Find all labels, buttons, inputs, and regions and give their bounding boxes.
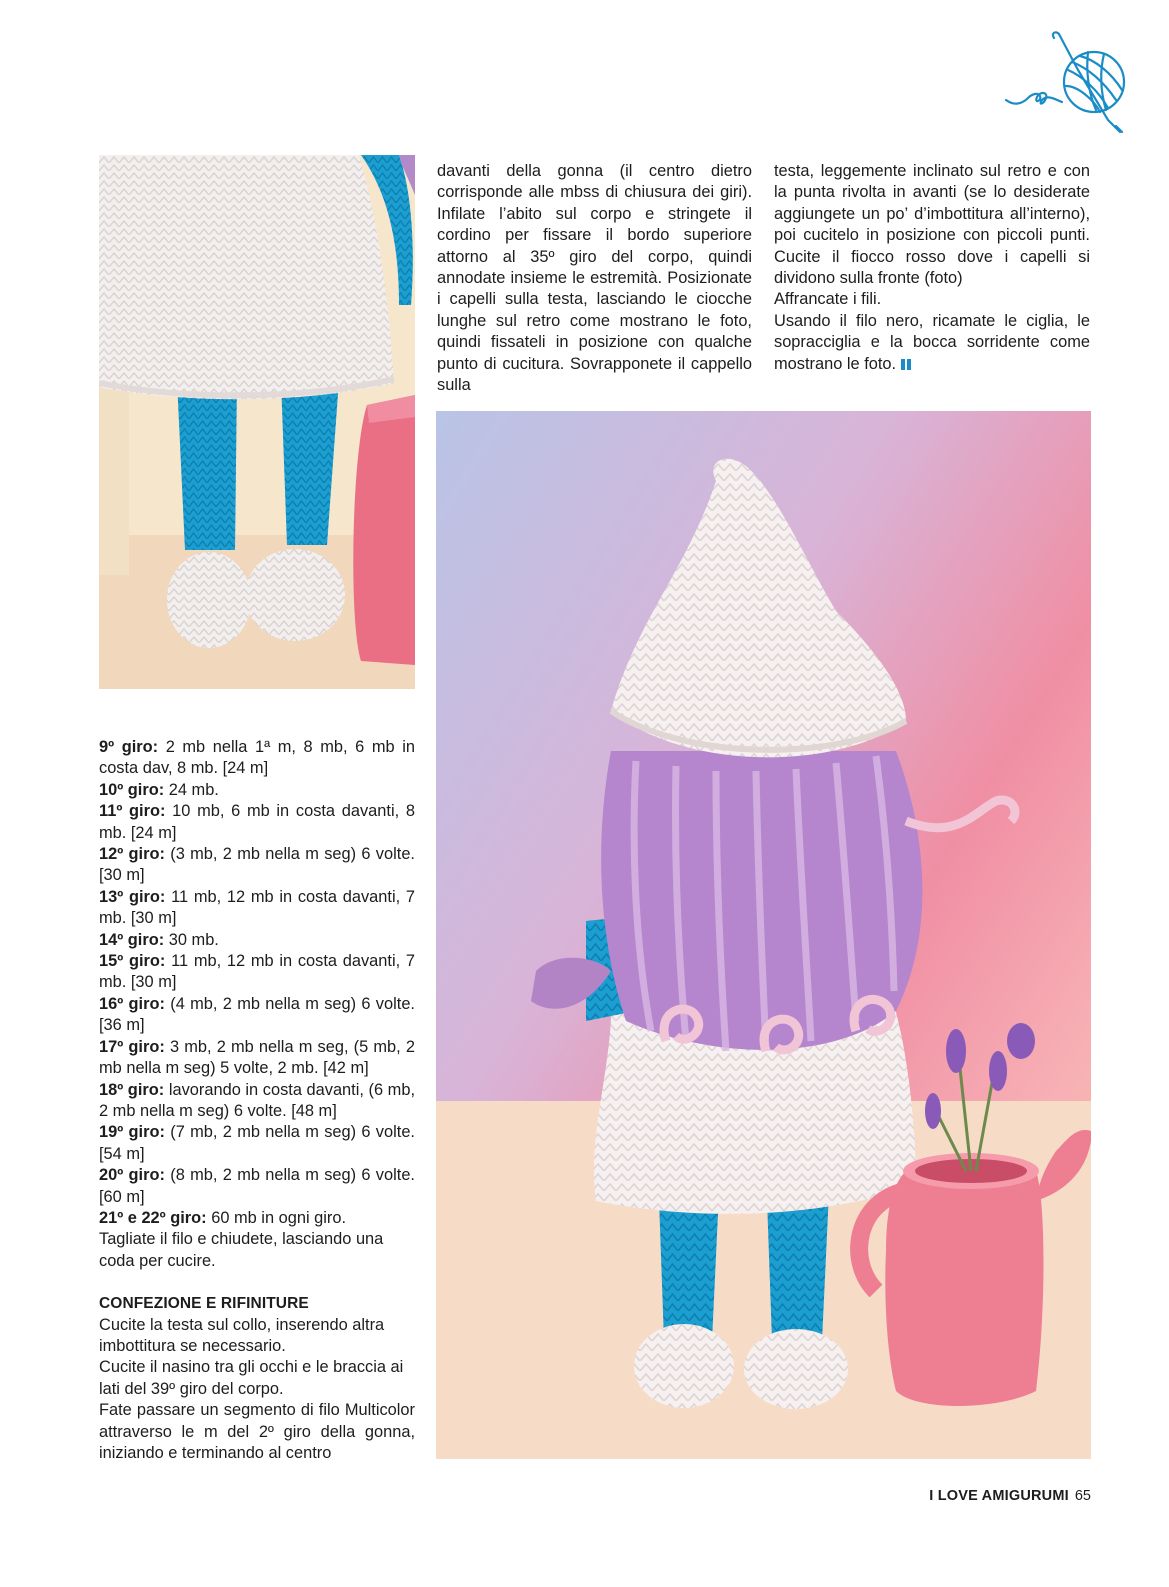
round-instruction (99, 1208, 415, 1229)
round-label: 9º giro: (99, 738, 159, 756)
body-paragraph: testa, leggemente inclinato sul retro e con la punta rivolta in avanti (se lo desiderate aggiungete un po’ d’imbottitura all’interno), poi cucitelo in posizione con piccoli punti. Cucite il fiocco rosso dove i capelli si dividono sulla fronte (foto) (774, 162, 1090, 288)
doll-back-photo (436, 411, 1091, 1459)
page-footer (929, 1488, 1091, 1504)
round-text: (7 mb, 2 mb nella m seg) 6 volte. [54 m] (99, 1123, 415, 1163)
round-label: 10º giro: (99, 780, 165, 799)
round-instruction (99, 737, 415, 780)
body-paragraph: Affrancate i fili. (774, 290, 882, 309)
text-column-left (99, 737, 415, 1464)
round-label: 15º giro: (99, 952, 166, 971)
page-number: 65 (1074, 1488, 1091, 1504)
round-text: 10 mb, 6 mb in costa davanti, 8 mb. [24 m] (99, 802, 415, 842)
body-paragraph: Fate passare un segmento di filo Multicolor attraverso le m del 2º giro della gonna, iniziando e terminando al centro (99, 1401, 415, 1462)
round-label: 12º giro: (99, 845, 165, 864)
round-instruction (99, 887, 415, 930)
round-text: (8 mb, 2 mb nella m seg) 6 volte. [60 m] (99, 1166, 415, 1206)
round-label: 16º giro: (99, 994, 165, 1013)
round-label: 18º giro: (99, 1080, 165, 1099)
round-instruction (99, 780, 415, 801)
rounds-list (99, 737, 415, 1229)
body-paragraph (774, 311, 1090, 375)
round-text: (4 mb, 2 mb nella m seg) 6 volte. [36 m] (99, 994, 415, 1035)
round-instruction (99, 930, 415, 951)
round-text: 2 mb nella 1ª m, 8 mb, 6 mb in costa dav, 8 mb. [24 m] (99, 738, 415, 778)
body-paragraph: Cucite il nasino tra gli occhi e le braccia ai lati del 39º giro del corpo. (99, 1358, 404, 1398)
doll-legs-photo (99, 155, 415, 689)
round-instruction (99, 1037, 415, 1080)
round-text: lavorando in costa davanti, (6 mb, 2 mb nella m seg) 6 volte. [48 m] (99, 1080, 416, 1120)
text-column-middle (437, 161, 752, 396)
round-text: 30 mb. (168, 930, 219, 949)
round-label: 17º giro: (99, 1037, 165, 1056)
round-text: 11 mb, 12 mb in costa davanti, 7 mb. [30 m] (99, 952, 416, 992)
round-instruction (99, 1122, 415, 1165)
round-label: 11º giro: (99, 802, 166, 821)
round-text: 3 mb, 2 mb nella m seg, (5 mb, 2 mb nella m seg) 5 volte, 2 mb. [42 m] (99, 1037, 415, 1078)
round-label: 19º giro: (99, 1123, 165, 1142)
round-instruction (99, 844, 415, 887)
round-instruction (99, 1165, 415, 1208)
section-heading: CONFEZIONE E RIFINITURE (99, 1295, 309, 1313)
text-column-right (774, 161, 1090, 375)
round-text: (3 mb, 2 mb nella m seg) 6 volte. [30 m] (99, 845, 415, 885)
body-paragraph: Cucite la testa sul collo, inserendo altra imbottitura se necessario. (99, 1315, 385, 1355)
round-text: 11 mb, 12 mb in costa davanti, 7 mb. [30 m] (99, 887, 416, 928)
body-paragraph: Tagliate il filo e chiudete, lasciando una coda per cucire. (99, 1230, 384, 1270)
round-text: 60 mb in ogni giro. (211, 1208, 347, 1227)
round-label: 14º giro: (99, 930, 165, 949)
round-label: 13º giro: (99, 887, 166, 906)
round-text: 24 mb. (168, 780, 219, 799)
round-label: 20º giro: (99, 1166, 165, 1185)
end-of-article-icon (901, 359, 911, 370)
round-label: 21º e 22º giro: (99, 1208, 207, 1227)
body-paragraph-text: Usando il filo nero, ricamate le ciglia, le sopracciglia e la bocca sorridente come mostrano le foto. (774, 311, 1090, 373)
magazine-name: I LOVE AMIGURUMI (929, 1488, 1069, 1504)
round-instruction (99, 801, 415, 844)
round-instruction (99, 994, 415, 1037)
round-instruction (99, 951, 415, 994)
yarn-ball-logo-icon (1004, 30, 1134, 138)
body-paragraph: davanti della gonna (il centro dietro corrisponde alle mbss di chiusura dei giri). Infilate l’abito sul corpo e stringete il cordino per fissare il bordo superiore attorno al 35º giro del corpo, quindi annodate insieme le estremità. Posizionate i capelli sulla testa, lasciando le ciocche lunghe sul retro come mostrano le foto, quindi fissateli in posizione con qualche punto di cucitura. Sovrapponete il cappello sulla (437, 162, 752, 395)
round-instruction (99, 1080, 415, 1123)
